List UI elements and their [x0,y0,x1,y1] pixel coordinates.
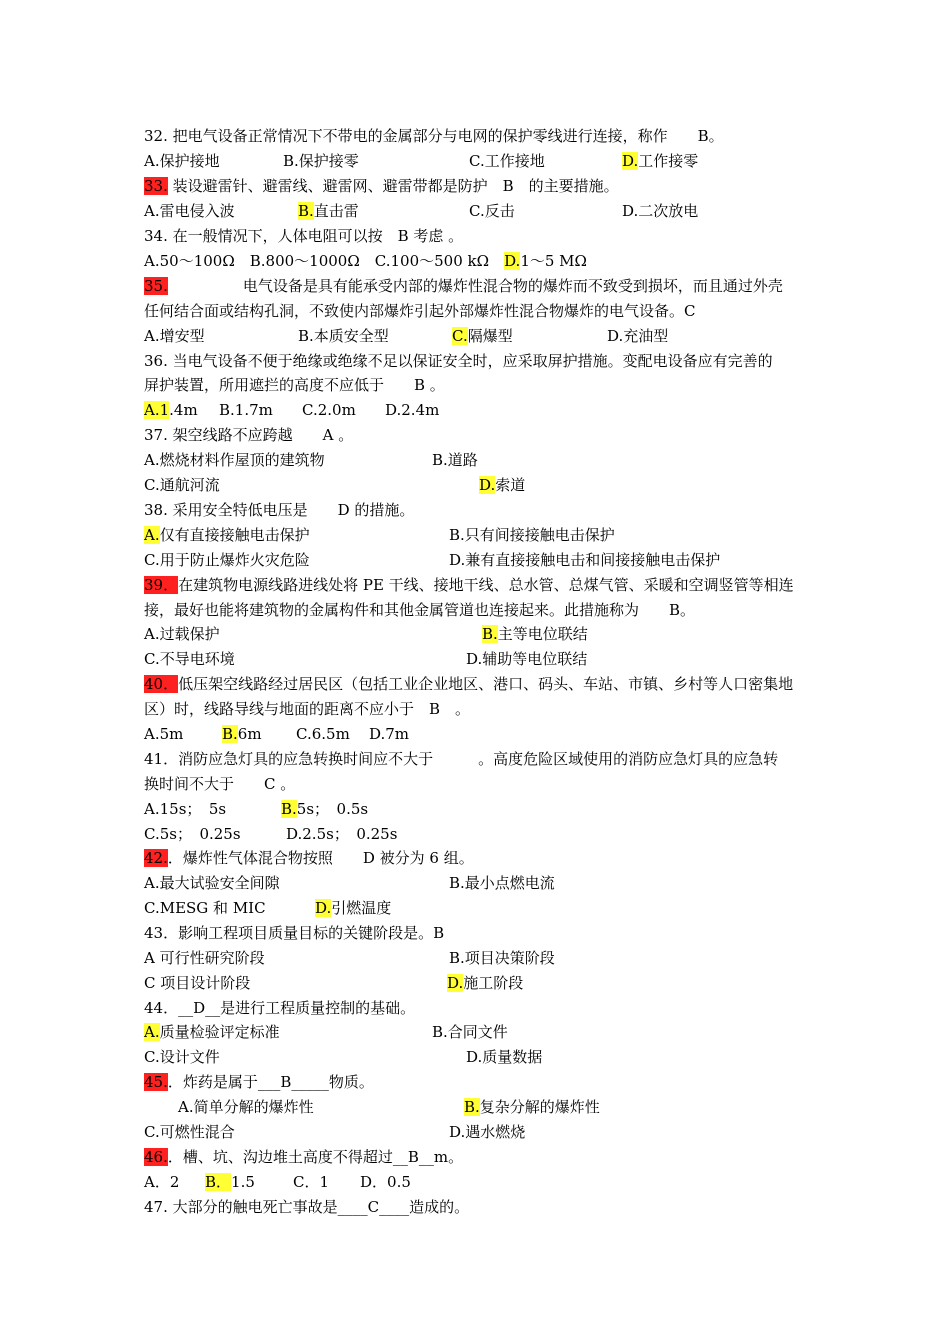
question-41: 41．消防应急灯具的应急转换时间应不大于 。高度危险区域使用的消防应急灯具的应急转 [144,750,779,768]
q43-option-c: C 项目设计阶段 [144,974,251,992]
answer-highlight: D. [447,974,464,992]
q44-option-d: D.质量数据 [466,1048,543,1066]
answer-highlight: D. [315,899,332,917]
question-34: 34. 在一般情况下，人体电阻可以按 B 考虑 。 [144,227,464,245]
question-35-cont: 任何结合面或结构孔洞，不致使内部爆炸引起外部爆炸性混合物爆炸的电气设备。C [144,302,696,320]
answer-highlight: A. [144,526,160,544]
q33-option-a: A.雷电侵入波 [144,202,235,220]
q41-option-a: A.15s； 5s [144,800,227,818]
q33-option-c: C.反击 [469,202,515,220]
question-32: 32. 把电气设备正常情况下不带电的金属部分与电网的保护零线进行连接，称作 B。 [144,127,724,145]
answer-highlight: D. [504,252,521,270]
q36-option-a: A.1.4m [144,401,198,419]
q41-option-d: D.2.5s； 0.25s [286,825,398,843]
question-number-highlight: 42. [144,849,168,867]
question-number-highlight: 46. [144,1148,168,1166]
q37-option-d: D.索道 [479,476,526,494]
q42-option-a: A.最大试验安全间隙 [144,874,280,892]
question-43: 43．影响工程项目质量目标的关键阶段是。B [144,924,445,942]
question-41-cont: 换时间不大于 C 。 [144,775,296,793]
question-36: 36. 当电气设备不便于绝缘或绝缘不足以保证安全时，应采取屏护措施。变配电设备应有完善的 [144,352,773,370]
answer-highlight: B. [222,725,238,743]
q38-option-d: D.兼有直接接触电击和间接接触电击保护 [449,551,721,569]
q46-option-c: C．1 [293,1173,330,1191]
q35-option-b: B.本质安全型 [298,327,389,345]
q40-option-c: C.6.5m [296,725,350,743]
question-47: 47. 大部分的触电死亡事故是____C____造成的。 [144,1198,470,1216]
answer-highlight: A.1 [144,401,170,419]
q43-option-a: A 可行性研究阶段 [144,949,265,967]
q36-option-b: B.1.7m [219,401,273,419]
question-36-cont: 屏护装置，所用遮拦的高度不应低于 B 。 [144,376,445,394]
q44-option-a: A.质量检验评定标准 [144,1023,280,1041]
question-number-highlight: 45. [144,1073,168,1091]
answer-highlight: B. [482,625,498,643]
q32-option-a: A.保护接地 [144,152,220,170]
q37-option-a: A.燃烧材料作屋顶的建筑物 [144,451,325,469]
answer-highlight: D. [622,152,639,170]
question-33: 33. 装设避雷针、避雷线、避雷网、避雷带都是防护 B 的主要措施。 [144,177,619,195]
question-number-highlight: 39． [144,576,179,594]
q40-option-b: B.6m [222,725,262,743]
q40-option-a: A.5m [144,725,184,743]
question-42: 42.．爆炸性气体混合物按照 D 被分为 6 组。 [144,849,474,867]
question-number-highlight: 33. [144,177,168,195]
question-40-cont: 区）时，线路导线与地面的距离不应小于 B 。 [144,700,471,718]
q39-option-c: C.不导电环境 [144,650,235,668]
question-35: 35. 电气设备是具有能承受内部的爆炸性混合物的爆炸而不致受到损坏，而且通过外壳 [144,277,783,295]
q45-option-a: A.简单分解的爆炸性 [178,1098,314,1116]
q38-option-c: C.用于防止爆炸火灾危险 [144,551,310,569]
q46-option-d: D．0.5 [360,1173,411,1191]
q42-option-c: C.MESG 和 MIC [144,899,266,917]
q36-option-c: C.2.0m [302,401,356,419]
q41-option-c: C.5s； 0.25s [144,825,241,843]
question-39: 39．在建筑物电源线路进线处将 PE 干线、接地干线、总水管、总煤气管、采暖和空调竖管等相连 [144,576,794,594]
question-number-highlight: 35. [144,277,168,295]
q35-option-a: A.增安型 [144,327,205,345]
q34-options: A.50～100Ω B.800～1000Ω C.100～500 kΩ D.1～5 MΩ [144,252,587,270]
q44-option-c: C.设计文件 [144,1048,220,1066]
answer-highlight: A. [144,1023,160,1041]
q37-option-b: B.道路 [432,451,478,469]
answer-highlight: C. [452,327,468,345]
q38-option-a: A.仅有直接接触电击保护 [144,526,310,544]
q42-option-b: B.最小点燃电流 [449,874,555,892]
q32-option-b: B.保护接零 [283,152,359,170]
answer-highlight: B． [205,1173,232,1191]
q45-option-c: C.可燃性混合 [144,1123,235,1141]
q39-option-d: D.辅助等电位联结 [466,650,588,668]
q46-option-a: A．2 [144,1173,180,1191]
q39-option-b: B.主等电位联结 [482,625,588,643]
q33-option-d: D.二次放电 [622,202,699,220]
answer-highlight: D. [479,476,496,494]
q42-option-d: D.引燃温度 [315,899,392,917]
q36-option-d: D.2.4m [385,401,440,419]
q40-option-d: D.7m [369,725,410,743]
q32-option-c: C.工作接地 [469,152,545,170]
q32-option-d: D.工作接零 [622,152,699,170]
question-number-highlight: 40． [144,675,179,693]
q45-option-b: B.复杂分解的爆炸性 [464,1098,600,1116]
question-46: 46.．槽、坑、沟边堆土高度不得超过__B__m。 [144,1148,464,1166]
question-37: 37. 架空线路不应跨越 A 。 [144,426,354,444]
question-40: 40．低压架空线路经过居民区（包括工业企业地区、港口、码头、车站、市镇、乡村等人口密集地 [144,675,794,693]
answer-highlight: B. [464,1098,480,1116]
q45-option-d: D.遇水燃烧 [449,1123,526,1141]
answer-highlight: B. [298,202,314,220]
q35-option-d: D.充油型 [607,327,669,345]
q41-option-b: B.5s； 0.5s [281,800,369,818]
q38-option-b: B.只有间接接触电击保护 [449,526,615,544]
q43-option-b: B.项目决策阶段 [449,949,555,967]
q44-option-b: B.合同文件 [432,1023,508,1041]
q46-option-b: B．1.5 [205,1173,255,1191]
q37-option-c: C.通航河流 [144,476,220,494]
q39-option-a: A.过载保护 [144,625,220,643]
question-39-cont: 接，最好也能将建筑物的金属构件和其他金属管道也连接起来。此措施称为 B。 [144,601,696,619]
question-38: 38. 采用安全特低电压是 D 的措施。 [144,501,415,519]
q33-option-b: B.直击雷 [298,202,359,220]
q35-option-c: C.隔爆型 [452,327,513,345]
answer-highlight: B. [281,800,297,818]
question-44: 44．__D__是进行工程质量控制的基础。 [144,999,416,1017]
question-45: 45.．炸药是属于___B_____物质。 [144,1073,374,1091]
q43-option-d: D.施工阶段 [447,974,524,992]
